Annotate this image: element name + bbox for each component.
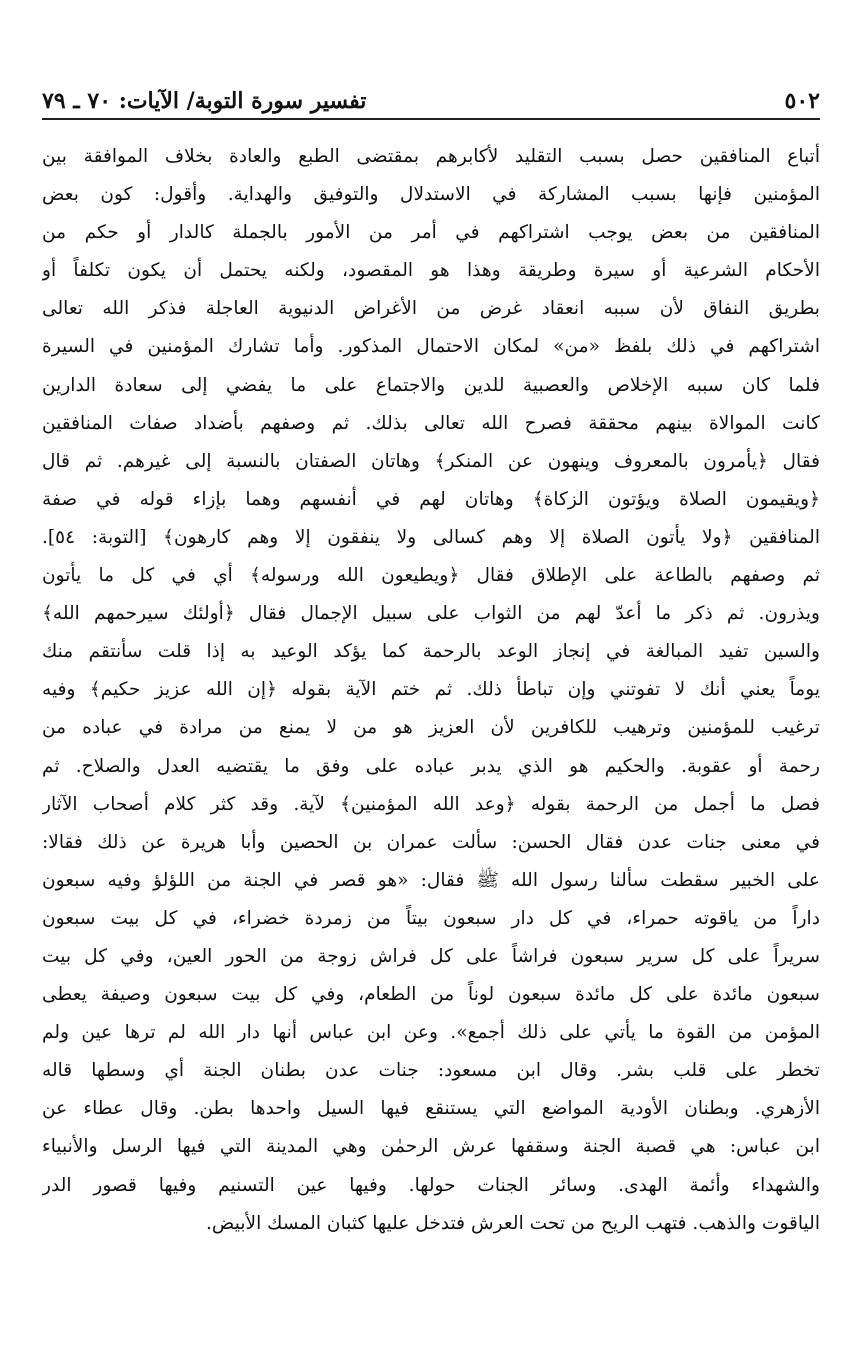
text-line: الأزهري. وبطنان الأودية المواضع التي يستنقع فيها السيل واحدها بطن. وقال عطاء عن bbox=[42, 1098, 820, 1120]
running-title: تفسير سورة التوبة/ الآيات: ٧٠ ـ ٧٩ bbox=[42, 88, 367, 114]
text-line: المؤمنين فإنها بسبب المشاركة في الاستدلال والتوفيق والهداية. وأقول: كون بعض bbox=[42, 184, 820, 206]
text-line: والشهداء وأئمة الهدى. وسائر الجنات حولها. وفيها عين التسنيم وفيها قصور الدر bbox=[42, 1174, 820, 1196]
text-line: سبعون مائدة على كل مائدة سبعون لوناً من الطعام، وفي كل بيت سبعون وصيفة يعطى bbox=[42, 984, 820, 1006]
text-line: والسين تفيد المبالغة في إنجاز الوعد بالرحمة كما يؤكد الوعيد به إذا قلت سأنتقم منك bbox=[42, 641, 820, 663]
header-rule bbox=[42, 118, 820, 120]
text-line: فلما كان سببه الإخلاص والعصبية للدين والاجتماع على ما يفضي إلى سعادة الدارين bbox=[42, 374, 820, 396]
text-line: اشتراكهم في ذلك بلفظ «من» لمكان الاحتمال المذكور. وأما تشارك المؤمنين في السيرة bbox=[42, 336, 820, 358]
text-line: على الخبير سقطت سألنا رسول الله ﷺ فقال: «هو قصر في الجنة من اللؤلؤ وفيه سبعون bbox=[42, 869, 820, 891]
text-line: ابن عباس: هي قصبة الجنة وسقفها عرش الرحمٰن وهي المدينة التي فيها الرسل والأنبياء bbox=[42, 1136, 820, 1158]
text-line: ترغيب للمؤمنين وترهيب للكافرين لأن العزيز هو من لا يمنع من مرادة في عباده من bbox=[42, 717, 820, 739]
body-text bbox=[42, 138, 820, 1243]
text-line: داراً من ياقوته حمراء، في كل دار سبعون بيتاً من زمردة خضراء، في كل بيت سبعون bbox=[42, 907, 820, 929]
text-line: ثم وصفهم بالطاعة على الإطلاق فقال ﴿ويطيعون الله ورسوله﴾ أي في كل ما يأتون bbox=[42, 565, 820, 587]
text-line: الأحكام الشرعية أو سيرة وطريقة وهذا هو المقصود، ولكنه يحتمل أن يكون تكلفاً أو bbox=[42, 260, 820, 282]
page-number: ٥٠٢ bbox=[784, 88, 820, 114]
text-line: في معنى جنات عدن فقال الحسن: سألت عمران بن الحصين وأبا هريرة عن ذلك فقالا: bbox=[42, 831, 820, 853]
text-line: كانت الموالاة بينهم محققة فصرح الله تعالى بذلك. ثم وصفهم بأضداد صفات المنافقين bbox=[42, 412, 820, 434]
text-line: فقال ﴿يأمرون بالمعروف وينهون عن المنكر﴾ وهاتان الصفتان بالنسبة إلى غيرهم. ثم قال bbox=[42, 450, 820, 472]
page-header bbox=[42, 80, 820, 114]
text-line: ويذرون. ثم ذكر ما أعدّ لهم من الثواب على سبيل الإجمال فقال ﴿أولئك سيرحمهم الله﴾ bbox=[42, 603, 820, 625]
text-line: بطريق النفاق لأن سببه انعقاد غرض من الأغراض الدنيوية العاجلة فذكر الله تعالى bbox=[42, 298, 820, 320]
text-line: أتباع المنافقين حصل بسبب التقليد لأكابرهم بمقتضى الطبع والعادة بخلاف الموافقة بين bbox=[42, 146, 820, 167]
text-line: المؤمن من القوة ما يأتي على ذلك أجمع». وعن ابن عباس أنها دار الله لم ترها عين ولم bbox=[42, 1022, 820, 1044]
text-line: ﴿ويقيمون الصلاة ويؤتون الزكاة﴾ وهاتان لهم في أنفسهم وهما بإزاء قوله في صفة bbox=[42, 488, 820, 510]
text-line: سريراً على كل سرير سبعون فراشاً على كل فراش زوجة من الحور العين، وفي كل بيت bbox=[42, 945, 820, 967]
text-line: رحمة أو عقوبة. والحكيم هو الذي يدبر عباده على وفق ما يقتضيه العدل والصلاح. ثم bbox=[42, 755, 820, 777]
text-line: فصل ما أجمل من الرحمة بقوله ﴿وعد الله المؤمنين﴾ لآية. وقد كثر كلام أصحاب الآثار bbox=[42, 793, 820, 815]
text-line: يوماً يعني أنك لا تفوتني وإن تباطأ ذلك. ثم ختم الآية بقوله ﴿إن الله عزيز حكيم﴾ وفيه bbox=[42, 679, 820, 701]
text-line: المنافقين ﴿ولا يأتون الصلاة إلا وهم كسالى ولا ينفقون إلا وهم كارهون﴾ [التوبة: ٥٤]. bbox=[42, 526, 820, 548]
text-line: المنافقين من بعض يوجب اشتراكهم في أمر من الأمور بالجملة كالدار أو حكم من bbox=[42, 222, 820, 244]
text-line: الياقوت والذهب. فتهب الريح من تحت العرش فتدخل عليها كثبان المسك الأبيض. bbox=[206, 1212, 820, 1234]
text-line: تخطر على قلب بشر. وقال ابن مسعود: جنات عدن بطنان الجنة أي وسطها قاله bbox=[42, 1060, 820, 1082]
